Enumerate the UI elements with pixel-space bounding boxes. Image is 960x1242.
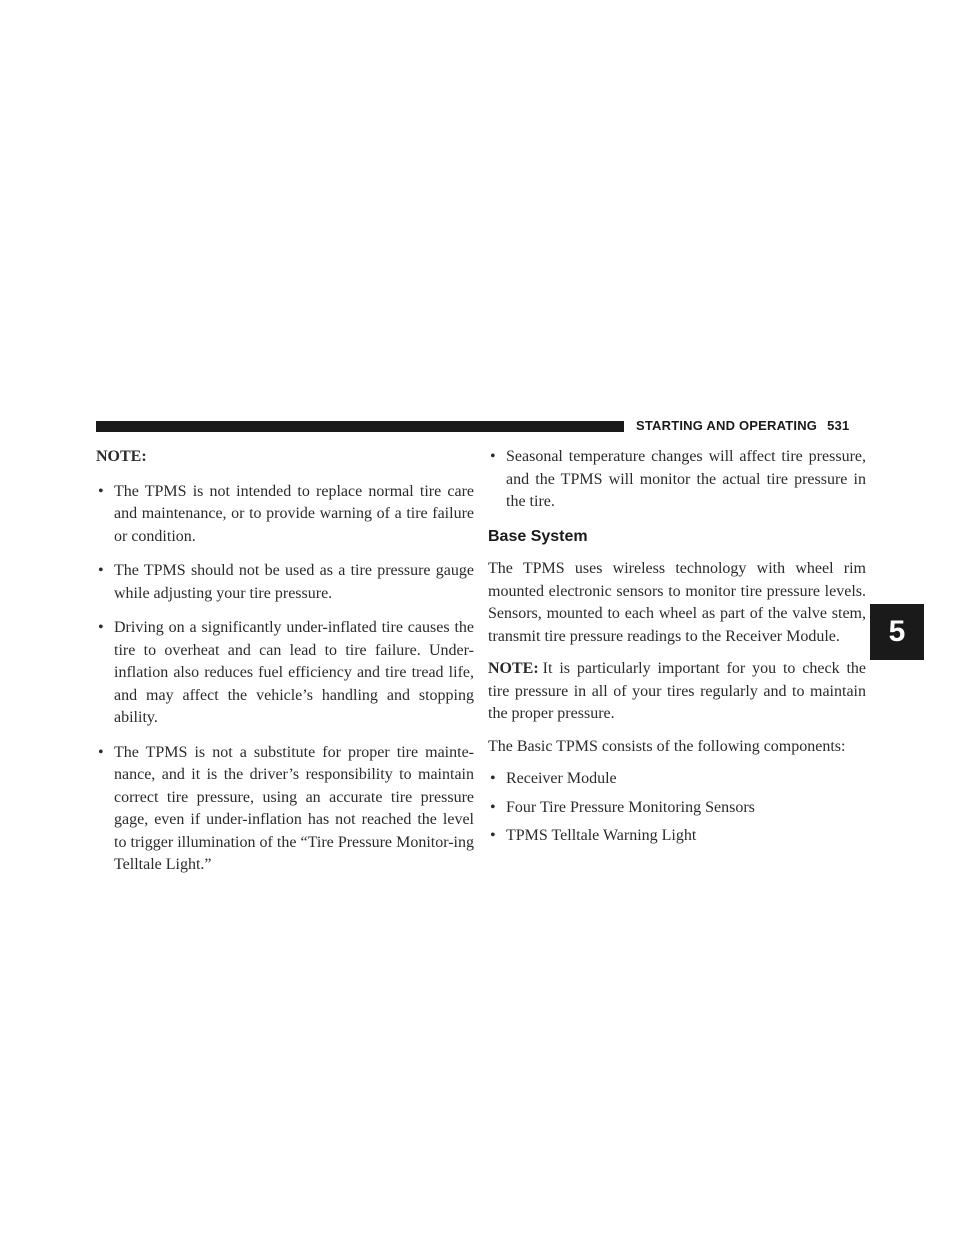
bullet-icon: • bbox=[98, 619, 104, 636]
list-item-text: Receiver Module bbox=[506, 770, 617, 787]
note-bullet-list bbox=[96, 481, 474, 877]
chapter-tab: 5 bbox=[870, 604, 924, 660]
bullet-icon: • bbox=[490, 827, 496, 844]
list-item-text: The TPMS should not be used as a tire pressure gauge while adjusting your tire pressure. bbox=[114, 562, 474, 602]
right-column bbox=[488, 446, 866, 854]
bullet-icon: • bbox=[490, 770, 496, 787]
components-intro: The Basic TPMS consists of the following components: bbox=[488, 737, 846, 755]
list-item bbox=[488, 797, 866, 820]
page-number: 531 bbox=[827, 418, 850, 433]
list-item-text: Driving on a significantly under-inflated tire causes the tire to overheat and can lead to tire failure. Under-inflation also reduces fuel efficiency and tire tread life, and may affect the vehicle’s handling and stopping ability. bbox=[114, 619, 474, 726]
list-item bbox=[96, 742, 474, 877]
header-section-title: STARTING AND OPERATING bbox=[636, 418, 818, 433]
note-paragraph bbox=[488, 658, 866, 726]
running-header bbox=[636, 418, 849, 433]
section-heading: Base System bbox=[488, 527, 588, 545]
note-title: NOTE: bbox=[96, 448, 147, 465]
list-item bbox=[96, 560, 474, 605]
bullet-icon: • bbox=[98, 482, 104, 500]
bullet-icon: • bbox=[490, 448, 496, 465]
continued-bullet-list bbox=[488, 446, 866, 514]
header-rule bbox=[96, 421, 624, 432]
list-item bbox=[488, 825, 866, 848]
list-item-text: TPMS Telltale Warning Light bbox=[506, 827, 697, 844]
list-item bbox=[488, 768, 866, 791]
components-list bbox=[488, 768, 866, 848]
list-item-text: Seasonal temperature changes will affect tire pressure, and the TPMS will monitor the actual tire pressure in the tire. bbox=[506, 448, 866, 510]
list-item-text: The TPMS is not a substitute for proper tire mainte-nance, and it is the driver’s responsibility to maintain correct tire pressure, using an accurate tire pressure gage, even if under-inflation has not reached the level to trigger illumination of the “Tire Pressure Monitor-ing Telltale Light.” bbox=[114, 743, 474, 873]
bullet-icon: • bbox=[490, 798, 496, 816]
note-lead: NOTE: bbox=[488, 660, 539, 677]
list-item-text: The TPMS is not intended to replace normal tire care and maintenance, or to provide warning of a tire failure or condition. bbox=[114, 482, 474, 545]
left-column bbox=[96, 446, 474, 889]
list-item bbox=[96, 617, 474, 730]
list-item-text: Four Tire Pressure Monitoring Sensors bbox=[506, 798, 755, 816]
base-system-paragraph: The TPMS uses wireless technology with wheel rim mounted electronic sensors to monitor tire pressure levels. Sensors, mounted to each wheel as part of the valve stem, transmit tire pressure readings to the Receiver Module. bbox=[488, 560, 866, 645]
bullet-icon: • bbox=[98, 562, 104, 579]
list-item bbox=[96, 481, 474, 549]
bullet-icon: • bbox=[98, 743, 104, 761]
list-item bbox=[488, 446, 866, 514]
note-text: It is particularly important for you to check the tire pressure in all of your tires regularly and to maintain the proper pressure. bbox=[488, 660, 866, 722]
